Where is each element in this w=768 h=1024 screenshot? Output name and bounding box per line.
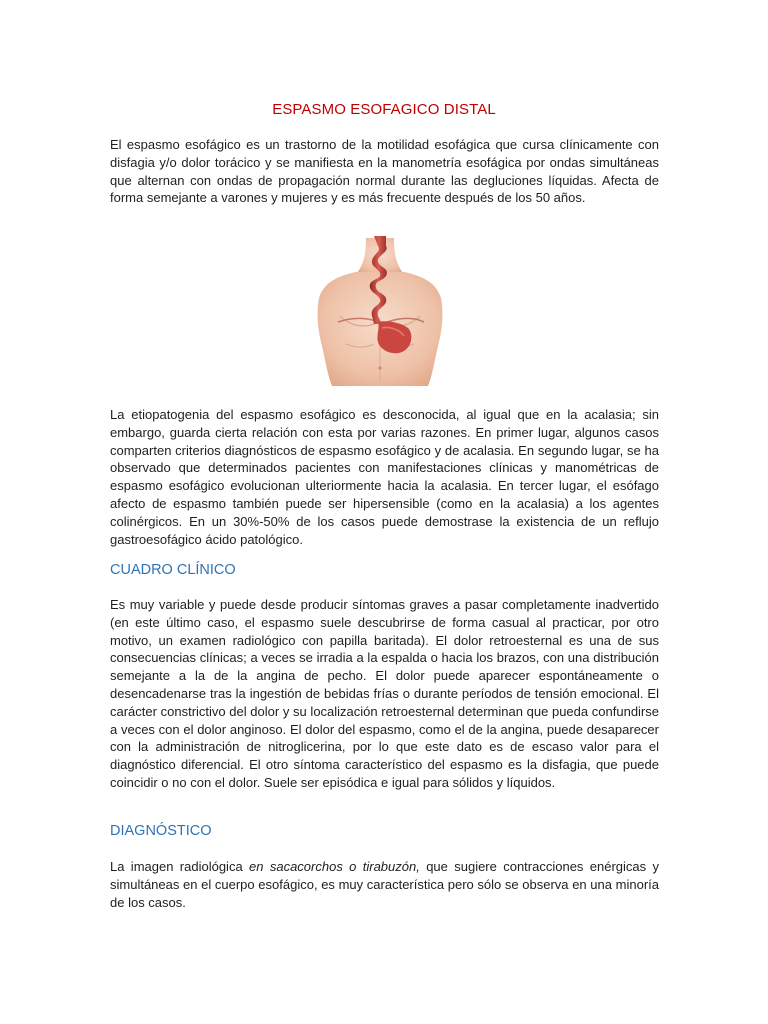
- diagnosis-paragraph: [110, 858, 659, 911]
- diagnosis-text-start: La imagen radiológica: [110, 859, 250, 874]
- document-title: ESPASMO ESOFAGICO DISTAL: [272, 101, 496, 118]
- intro-paragraph: El espasmo esofágico es un trastorno de la motilidad esofágica que cursa clínicamente con disfagia y/o dolor torácico y se manifiesta en la manometría esofágica por ondas simultáneas que alternan con ondas de propagación normal durante las degluciones líquidas. Afecta de forma semejante a varones y mujeres y es más frecuente después de los 50 años.: [110, 137, 659, 206]
- section-heading-diagnosis: DIAGNÓSTICO: [110, 823, 212, 839]
- torso-esophagus-illustration: [316, 236, 444, 386]
- clinical-paragraph: Es muy variable y puede desde producir síntomas graves a pasar completamente inadvertido (en este último caso, el espasmo suele descubrirse de forma casual al practicar, por otro motivo, un examen radiológico con papilla baritada). El dolor retroesternal es una de sus consecuencias clínicas; a veces se irradia a la espalda o hacia los brazos, con una distribución semejante a la de la angina de pecho. El dolor puede aparecer espontáneamente o desencadenarse tras la ingestión de bebidas frías o durante períodos de tensión emocional. El carácter constrictivo del dolor y su localización retroesternal determinan que pueda confundirse a veces con el dolor anginoso. El dolor del espasmo, como el de la angina, puede desaparecer con la administración de nitroglicerina, por lo que este dato es de escaso valor para el diagnóstico diferencial. El otro síntoma característico del espasmo es la disfagia, que puede coincidir o no con el dolor. Suele ser episódica e igual para sólidos y líquidos.: [110, 597, 659, 790]
- etiology-paragraph: La etiopatogenia del espasmo esofágico es desconocida, al igual que en la acalasia; sin embargo, guarda cierta relación con esta por varias razones. En primer lugar, algunos casos comparten criterios diagnósticos de espasmo esofágico y de acalasia. En segundo lugar, se ha observado que determinados pacientes con manifestaciones clínicas y manométricas de espasmo esofágico evolucionan ulteriormente hacia la acalasia. En tercer lugar, el esófago afecto de espasmo también puede ser hipersensible (como en la acalasia) a los agentes colinérgicos. En un 30%-50% de los casos puede demostrase la existencia de un reflujo gastroesofágico ácido patológico.: [110, 407, 659, 547]
- section-heading-clinical: CUADRO CLÍNICO: [110, 562, 236, 578]
- diagnosis-text-emphasis: en sacacorchos o tirabuzón,: [249, 859, 420, 874]
- diagnosis-text-end: que sugiere contracciones enérgicas y simultáneas en el cuerpo esofágico, es muy característica pero sólo se observa en una minoría de los casos.: [110, 859, 659, 910]
